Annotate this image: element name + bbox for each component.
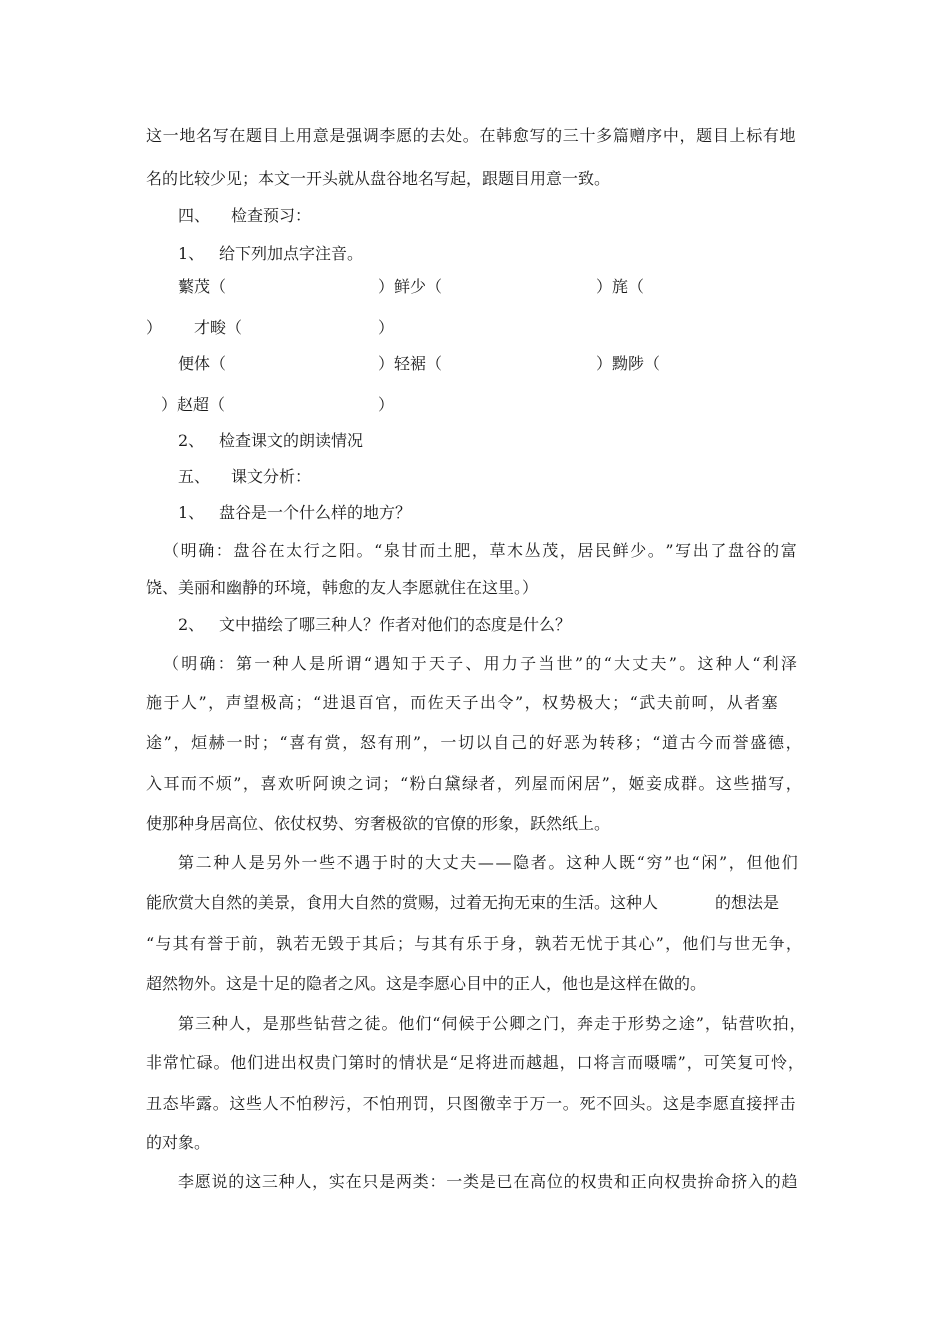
pinyin-item: 才畯（ xyxy=(194,318,243,337)
question-text: 检查课文的朗读情况 xyxy=(219,431,364,450)
question-1 xyxy=(178,244,364,264)
text-line: 超然物外。这是十足的隐者之风。这是李愿心目中的正人，他也是这样在做的。 xyxy=(146,974,707,993)
pinyin-item: ）鲜少（ xyxy=(378,277,443,296)
pinyin-item: 蘩茂（ xyxy=(178,277,227,296)
pinyin-item: ）赵超（ xyxy=(161,395,226,414)
section-heading-4 xyxy=(178,206,312,226)
text-line: 的对象。 xyxy=(146,1133,211,1152)
pinyin-item: ） xyxy=(378,395,395,414)
answer-line: 饶、美丽和幽静的环境，韩愈的友人李愿就住在这里。） xyxy=(146,578,539,597)
section-title: 检查预习： xyxy=(231,206,312,225)
text-line: 这 一 地 名 写 在 题 目 上 用 意 是 强 调 李 愿 的 去 处 。 在 韩 愈 写 的 三 十 多 篇 赠 序 中 ， 题 目 上 标 有 地 xyxy=(146,126,796,145)
text-line: 第 二 种 人 是 另 外 一 些 不 遇 于 时 的 大 丈 夫 — — 隐 者 。 这 种 人 既 “ 穷 ” 也 “ 闲 ” ， 但 他 们 xyxy=(178,853,798,872)
question-2 xyxy=(178,431,364,451)
pinyin-item: ）黝陟（ xyxy=(596,354,661,373)
text-line: 第 三 种 人 ， 是 那 些 钻 营 之 徒 。 他 们 “ 伺 候 于 公 卿 之 门 ， 奔 走 于 形 势 之 途 ” ， 钻 营 吹 拍 ， xyxy=(178,1014,806,1033)
pinyin-item: ）旄（ xyxy=(596,277,645,296)
pinyin-item: ） xyxy=(146,318,163,337)
section-number: 五、 xyxy=(178,467,211,486)
section-title: 课文分析： xyxy=(231,467,312,486)
pinyin-item: ） xyxy=(378,318,395,337)
pinyin-item: 便体（ xyxy=(178,354,227,373)
answer-line: （ 明 确 ： 盘 谷 在 太 行 之 阳 。 “ 泉 甘 而 土 肥 ， 草 木 丛 茂 ， 居 民 鲜 少 。 ” 写 出 了 盘 谷 的 富 xyxy=(163,541,797,560)
text-line: “ 与 其 有 誉 于 前 ， 孰 若 无 毁 于 其 后 ； 与 其 有 乐 于 身 ， 孰 若 无 忧 于 其 心 ” ， 他 们 与 世 无 争 ， xyxy=(146,934,802,953)
text-line: 李 愿 说 的 这 三 种 人 ， 实 在 只 是 两 类 ： 一 类 是 已 在 高 位 的 权 贵 和 正 向 权 贵 拚 命 挤 入 的 趋 xyxy=(178,1172,798,1191)
text-line: 入 耳 而 不 烦 ” ， 喜 欢 听 阿 谀 之 词 ； “ 粉 白 黛 绿 者 ， 列 屋 而 闲 居 ” ， 姬 妾 成 群 。 这 些 描 写 ， xyxy=(146,774,802,793)
analysis-question-1 xyxy=(178,503,412,523)
question-number: 2、 xyxy=(178,431,205,450)
question-text: 盘谷是一个什么样的地方？ xyxy=(219,503,412,522)
question-number: 2、 xyxy=(178,615,205,634)
question-text: 给下列加点字注音。 xyxy=(219,244,364,263)
question-number: 1、 xyxy=(178,503,205,522)
text-line: 名的比较少见；本文一开头就从盘谷地名写起，跟题目用意一致。 xyxy=(146,169,611,188)
text-line: 非 常 忙 碌 。 他 们 进 出 权 贵 门 第 时 的 情 状 是 “ 足 将 进 而 越 趄 ， 口 将 言 而 嗫 嚅 ” ， 可 笑 复 可 怜 ， xyxy=(146,1053,804,1072)
text-line: 能欣赏大自然的美景，食用大自然的赏赐，过着无拘无束的生活。这种人 xyxy=(146,893,659,912)
text-line: 的想法是 xyxy=(715,893,780,912)
analysis-question-2 xyxy=(178,615,572,635)
section-heading-5 xyxy=(178,467,312,487)
question-text: 文中描绘了哪三种人？作者对他们的态度是什么？ xyxy=(219,615,572,634)
text-line: 使那种身居高位、依仗权势、穷奢极欲的官僚的形象，跃然纸上。 xyxy=(146,814,611,833)
text-line: 丑 态 毕 露 。 这 些 人 不 怕 秽 污 ， 不 怕 刑 罚 ， 只 图 徼 幸 于 万 一 。 死 不 回 头 。 这 是 李 愿 直 接 抨 击 xyxy=(146,1094,796,1113)
section-number: 四、 xyxy=(178,206,211,225)
text-line: 施 于 人 ” ， 声 望 极 高 ； “ 进 退 百 官 ， 而 佐 天 子 出 令 ” ， 权 势 极 大 ； “ 武 夫 前 呵 ， 从 者 塞 xyxy=(146,693,778,712)
text-line: （ 明 确 ： 第 一 种 人 是 所 谓 “ 遇 知 于 天 子 、 用 力 子 当 世 ” 的 “ 大 丈 夫 ” 。 这 种 人 “ 利 泽 xyxy=(163,654,797,673)
question-number: 1、 xyxy=(178,244,205,263)
pinyin-item: ）轻裾（ xyxy=(378,354,443,373)
text-line: 途 ” ， 烜 赫 一 时 ； “ 喜 有 赏 ， 怒 有 刑 ” ， 一 切 以 自 己 的 好 恶 为 转 移 ； “ 道 古 今 而 誉 盛 德 ， xyxy=(146,733,802,752)
